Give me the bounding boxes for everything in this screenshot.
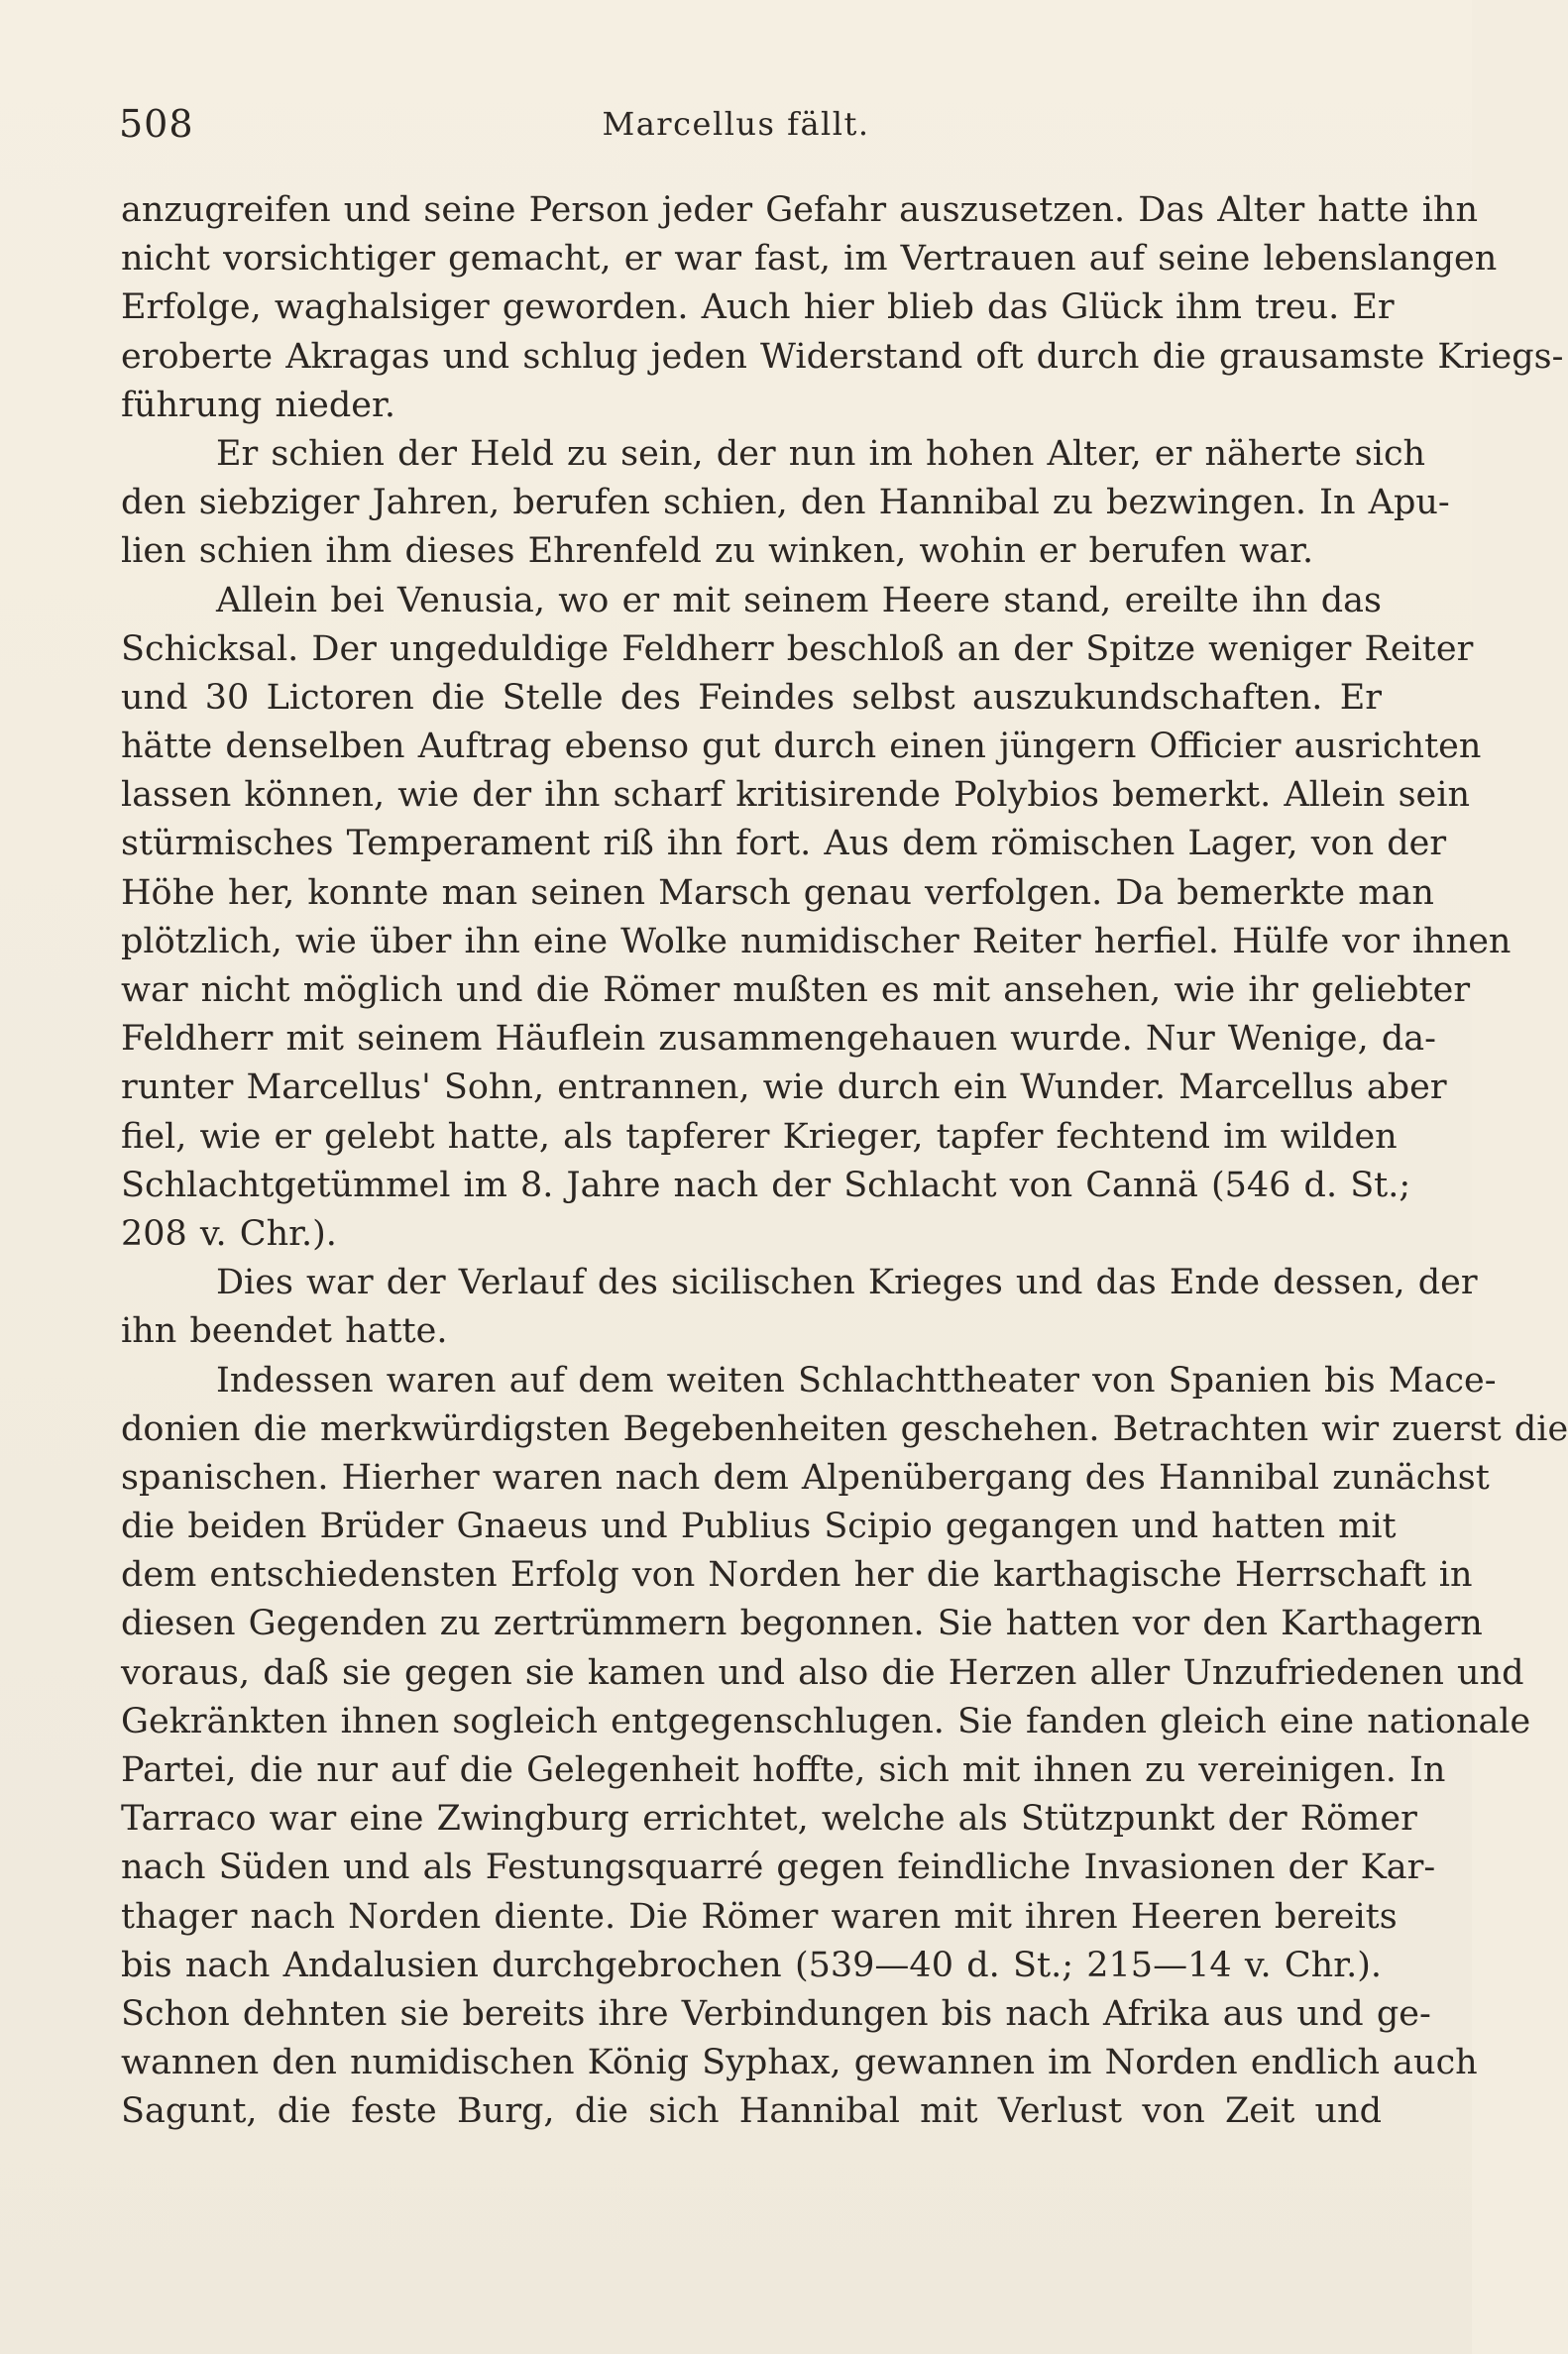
text-line: 208 v. Chr.). bbox=[121, 1213, 337, 1254]
text-line: diesen Gegenden zu zertrümmern begonnen. Sie hatten vor den Karthagern bbox=[121, 1604, 1483, 1644]
text-line: lassen können, wie der ihn scharf kritisirende Polybios bemerkt. Allein sein bbox=[121, 775, 1471, 816]
body-text bbox=[121, 186, 1568, 2137]
text-line: den siebziger Jahren, berufen schien, den Hannibal zu bezwingen. In Apu- bbox=[121, 483, 1450, 523]
page-number: 508 bbox=[119, 102, 194, 146]
text-line: lien schien ihm dieses Ehrenfeld zu winken, wohin er berufen war. bbox=[121, 531, 1314, 572]
text-line: stürmisches Temperament riß ihn fort. Aus dem römischen Lager, von der bbox=[121, 824, 1447, 864]
text-line: führung nieder. bbox=[121, 385, 395, 425]
text-line: Schon dehnten sie bereits ihre Verbindungen bis nach Afrika aus und ge- bbox=[121, 1993, 1431, 2034]
text-line: plötzlich, wie über ihn eine Wolke numidischer Reiter herfiel. Hülfe vor ihnen bbox=[121, 921, 1512, 961]
text-line: thager nach Norden diente. Die Römer waren mit ihren Heeren bereits bbox=[121, 1896, 1398, 1937]
text-line: fiel, wie er gelebt hatte, als tapferer Krieger, tapfer fechtend im wilden bbox=[121, 1116, 1398, 1157]
text-line: spanischen. Hierher waren nach dem Alpenübergang des Hannibal zunächst bbox=[121, 1457, 1490, 1498]
text-line: Tarraco war eine Zwingburg errichtet, welche als Stützpunkt der Römer bbox=[121, 1799, 1417, 1840]
text-line: Schlachtgetümmel im 8. Jahre nach der Schlacht von Cannä (546 d. St.; bbox=[121, 1165, 1411, 1205]
text-line: die beiden Brüder Gnaeus und Publius Scipio gegangen und hatten mit bbox=[121, 1507, 1397, 1547]
text-line: war nicht möglich und die Römer mußten es mit ansehen, wie ihr geliebter bbox=[121, 970, 1471, 1010]
text-line: ihn beendet hatte. bbox=[121, 1311, 448, 1352]
text-line: Indessen waren auf dem weiten Schlachttheater von Spanien bis Mace- bbox=[216, 1360, 1497, 1401]
text-line: und 30 Lictoren die Stelle des Feindes selbst auszukundschaften. Er bbox=[121, 677, 1382, 718]
text-line: Partei, die nur auf die Gelegenheit hoffte, sich mit ihnen zu vereinigen. In bbox=[121, 1750, 1446, 1790]
text-line: hätte denselben Auftrag ebenso gut durch einen jüngern Officier ausrichten bbox=[121, 727, 1482, 767]
text-line: anzugreifen und seine Person jeder Gefahr auszusetzen. Das Alter hatte ihn bbox=[121, 190, 1478, 230]
text-line: Er schien der Held zu sein, der nun im hohen Alter, er näherte sich bbox=[216, 433, 1426, 474]
text-line: bis nach Andalusien durchgebrochen (539—40 d. St.; 215—14 v. Chr.). bbox=[121, 1945, 1382, 1985]
text-line: nach Süden und als Festungsquarré gegen feindliche Invasionen der Kar- bbox=[121, 1848, 1436, 1888]
text-line: Gekränkten ihnen sogleich entgegenschlugen. Sie fanden gleich eine nationale bbox=[121, 1701, 1531, 1741]
running-title: Marcellus fällt. bbox=[602, 105, 870, 143]
text-line: nicht vorsichtiger gemacht, er war fast, im Vertrauen auf seine lebenslangen bbox=[121, 239, 1498, 280]
text-line: dem entschiedensten Erfolg von Norden her die karthagische Herrschaft in bbox=[121, 1555, 1473, 1596]
text-line: Dies war der Verlauf des sicilischen Krieges und das Ende dessen, der bbox=[216, 1263, 1478, 1303]
text-line: Erfolge, waghalsiger geworden. Auch hier blieb das Glück ihm treu. Er bbox=[121, 287, 1395, 328]
page-header bbox=[119, 99, 1353, 149]
text-line: wannen den numidischen König Syphax, gewannen im Norden endlich auch bbox=[121, 2043, 1478, 2083]
text-line: Höhe her, konnte man seinen Marsch genau verfolgen. Da bemerkte man bbox=[121, 872, 1434, 913]
text-line: Feldherr mit seinem Häuflein zusammengehauen wurde. Nur Wenige, da- bbox=[121, 1019, 1436, 1060]
text-line: donien die merkwürdigsten Begebenheiten geschehen. Betrachten wir zuerst die bbox=[121, 1408, 1568, 1449]
text-line: eroberte Akragas und schlug jeden Widerstand oft durch die grausamste Kriegs- bbox=[121, 336, 1564, 377]
text-line: Schicksal. Der ungeduldige Feldherr beschloß an der Spitze weniger Reiter bbox=[121, 628, 1474, 669]
text-line: Allein bei Venusia, wo er mit seinem Heere stand, ereilte ihn das bbox=[216, 580, 1382, 620]
text-line: runter Marcellus' Sohn, entrannen, wie durch ein Wunder. Marcellus aber bbox=[121, 1067, 1447, 1108]
text-line: Sagunt, die feste Burg, die sich Hannibal mit Verlust von Zeit und bbox=[121, 2091, 1382, 2132]
text-line: voraus, daß sie gegen sie kamen und also die Herzen aller Unzufriedenen und bbox=[121, 1652, 1524, 1693]
